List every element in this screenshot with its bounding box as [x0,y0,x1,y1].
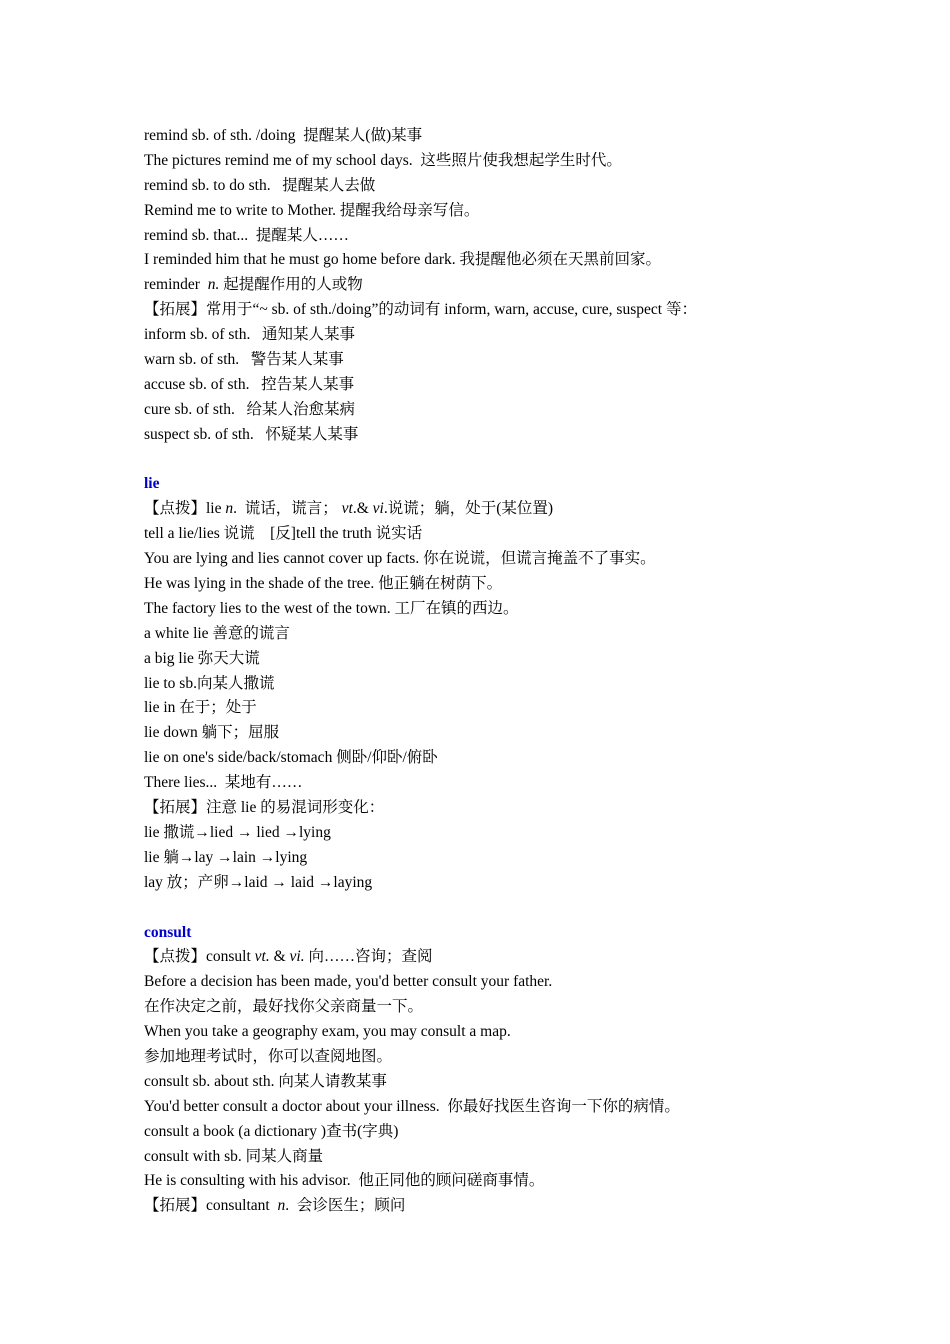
lie-line-1: tell a lie/lies 说谎 [反]tell the truth 说实话 [144,525,423,543]
lie-note-pos1: n [225,500,234,518]
consult-note-rest: 向……咨询；查阅 [304,948,433,966]
consult-line-7: consult a book (a dictionary )查书(字典) [144,1122,399,1140]
consult-note-mid1: & [269,948,290,966]
remind-line-5: remind sb. that... 提醒某人…… [144,226,349,244]
remind-line-4: Remind me to write to Mother. 提醒我给母亲写信。 [144,201,480,219]
lie-note-prefix: 【点拨】lie [144,500,226,518]
lie-line-9: lie down 躺下；屈服 [144,724,280,742]
remind-expand-title: 【拓展】常用于“~ sb. of sth./doing”的动词有 inform, warn, accuse, cure, suspect 等： [144,301,697,319]
lie-line-7: lie to sb.向某人撒谎 [144,674,275,692]
remind-expand-4: cure sb. of sth. 给某人治愈某病 [144,400,355,418]
remind-line-1: remind sb. of sth. /doing 提醒某人(做)某事 [144,127,423,144]
consult-expand-prefix: 【拓展】consultant [144,1197,278,1215]
lie-line-5: a white lie 善意的谎言 [144,624,290,642]
remind-line-6: I reminded him that he must go home before dark. 我提醒他必须在天黑前回家。 [144,251,662,269]
remind-line-3: remind sb. to do sth. 提醒某人去做 [144,176,376,194]
lie-line-11: There lies... 某地有…… [144,774,303,792]
reminder-meaning: 起提醒作用的人或物 [219,276,363,294]
reminder-pos: n. [207,276,220,294]
consult-line-5: consult sb. about sth. 向某人请教某事 [144,1072,387,1090]
consult-note-pos2: vi. [289,948,305,966]
consult-line-6: You'd better consult a doctor about your illness. 你最好找医生咨询一下你的病情。 [144,1097,680,1115]
consult-note [144,945,844,970]
lie-line-14: lie 躺→lay →lain →lying [144,848,308,866]
remind-line-2: The pictures remind me of my school days. 这些照片使我想起学生时代。 [144,151,622,169]
lie-line-15: lay 放；产卵→laid → laid →laying [144,873,373,891]
reminder-word: reminder [144,276,208,294]
consult-line-8: consult with sb. 同某人商量 [144,1147,324,1165]
lie-note-mid2: .& [352,500,373,518]
lie-note-pos2: vt [341,500,353,518]
lie-line-2: You are lying and lies cannot cover up facts. 你在说谎，但谎言掩盖不了事实。 [144,550,656,568]
section-gap [144,896,844,921]
lie-line-3: He was lying in the shade of the tree. 他正躺在树荫下。 [144,575,503,593]
lie-line-8: lie in 在于；处于 [144,699,257,717]
consult-line-1: Before a decision has been made, you'd better consult your father. [144,973,553,991]
reminder-line [144,273,844,298]
consult-line-4: 参加地理考试时，你可以查阅地图。 [144,1047,393,1065]
lie-line-12: 【拓展】注意 lie 的易混词形变化： [144,799,385,817]
consult-expand-pos: n [277,1197,286,1215]
consult-line-2: 在作决定之前，最好找你父亲商量一下。 [144,998,424,1016]
consult-heading: consult [144,923,192,941]
lie-heading: lie [144,475,160,493]
lie-note-pos3: vi [372,500,384,518]
section-gap [144,448,844,473]
lie-note-mid1: . 谎话，谎言； [233,500,342,518]
remind-expand-2: warn sb. of sth. 警告某人某事 [144,351,344,369]
lie-note [144,497,844,522]
document-page [144,124,844,1219]
remind-expand-1: inform sb. of sth. 通知某人某事 [144,326,355,344]
consult-note-pos1: vt. [254,948,270,966]
remind-expand-5: suspect sb. of sth. 怀疑某人某事 [144,425,359,443]
lie-line-6: a big lie 弥天大谎 [144,649,260,667]
consult-expand [144,1194,844,1219]
lie-line-13: lie 撒谎→lied → lied →lying [144,823,331,841]
lie-line-4: The factory lies to the west of the town. 工厂在镇的西边。 [144,599,519,617]
consult-expand-rest: . 会诊医生；顾问 [285,1197,406,1215]
remind-expand-3: accuse sb. of sth. 控告某人某事 [144,375,355,393]
consult-note-prefix: 【点拨】consult [144,948,255,966]
lie-line-10: lie on one's side/back/stomach 侧卧/仰卧/俯卧 [144,749,438,767]
lie-note-rest: .说谎；躺，处于(某位置) [383,500,554,518]
consult-line-9: He is consulting with his advisor. 他正同他的顾问磋商事情。 [144,1172,545,1190]
consult-line-3: When you take a geography exam, you may consult a map. [144,1023,511,1041]
